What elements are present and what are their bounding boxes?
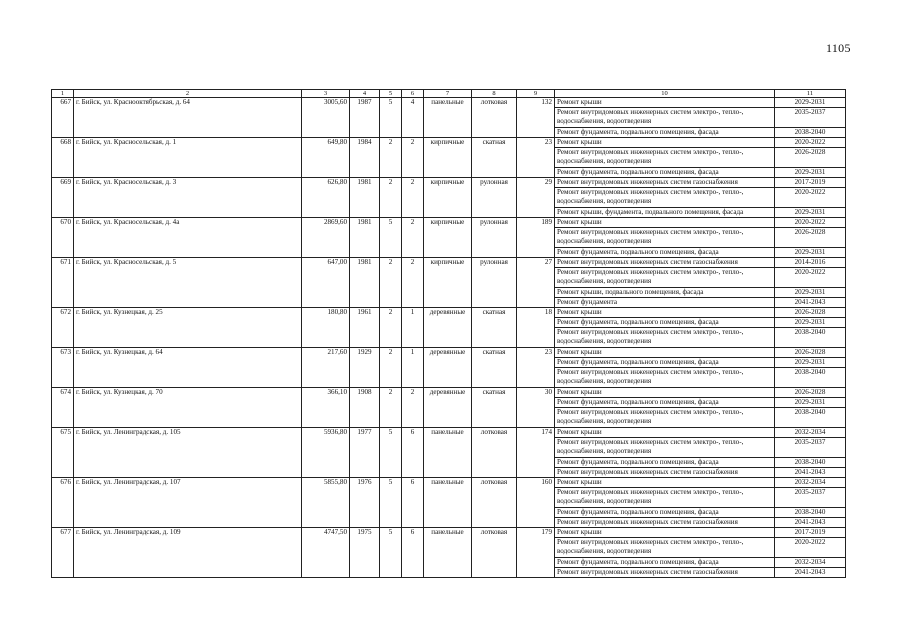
building-residents: 30 [517, 388, 555, 428]
building-entrances: 1 [402, 348, 424, 388]
building-area: 649,80 [302, 138, 350, 178]
building-wall-material: кирпичные [424, 138, 472, 178]
building-roof-type: рулонная [472, 218, 517, 258]
repair-work-name: Ремонт внутридомовых инженерных систем электро-, тепло-, водоснабжения, водоотведения [555, 148, 775, 168]
repair-work-period: 2038-2040 [775, 508, 846, 518]
building-roof-type: лотковая [472, 428, 517, 478]
building-address: г. Бийск, ул. Кузнецкая, д. 70 [74, 388, 302, 428]
building-entrances: 6 [402, 528, 424, 578]
repair-work-period: 2035-2037 [775, 438, 846, 458]
table-row [52, 308, 846, 318]
building-year: 1987 [350, 98, 380, 138]
building-roof-type: скатная [472, 138, 517, 178]
building-entrances: 4 [402, 98, 424, 138]
repair-work-period: 2038-2040 [775, 328, 846, 348]
repair-work-name: Ремонт фундамента, подвального помещения, фасада [555, 358, 775, 368]
repair-work-name: Ремонт внутридомовых инженерных систем газоснабжения [555, 258, 775, 268]
building-entrances: 2 [402, 178, 424, 218]
building-address: г. Бийск, ул. Ленинградская, д. 109 [74, 528, 302, 578]
repair-work-period: 2026-2028 [775, 228, 846, 248]
table-row [52, 478, 846, 488]
repair-work-period: 2038-2040 [775, 368, 846, 388]
building-roof-type: лотковая [472, 528, 517, 578]
building-year: 1976 [350, 478, 380, 528]
building-wall-material: кирпичные [424, 258, 472, 308]
building-floors: 2 [380, 258, 402, 308]
repair-work-name: Ремонт внутридомовых инженерных систем электро-, тепло-, водоснабжения, водоотведения [555, 328, 775, 348]
repair-work-period: 2029-2031 [775, 288, 846, 298]
repair-work-period: 2038-2040 [775, 408, 846, 428]
page-number: 1105 [826, 41, 851, 55]
col-number-4: 4 [350, 90, 380, 98]
building-entrances: 6 [402, 478, 424, 528]
repair-work-name: Ремонт внутридомовых инженерных систем электро-, тепло-, водоснабжения, водоотведения [555, 228, 775, 248]
repair-work-period: 2035-2037 [775, 108, 846, 128]
building-floors: 2 [380, 308, 402, 348]
table-row [52, 428, 846, 438]
building-address: г. Бийск, ул. Краснооктябрьская, д. 64 [74, 98, 302, 138]
repair-work-name: Ремонт крыши [555, 478, 775, 488]
building-wall-material: деревянные [424, 348, 472, 388]
repair-work-period: 2038-2040 [775, 128, 846, 138]
building-floors: 5 [380, 528, 402, 578]
repair-work-period: 2041-2043 [775, 568, 846, 578]
building-wall-material: деревянные [424, 388, 472, 428]
repair-work-name: Ремонт внутридомовых инженерных систем электро-, тепло-, водоснабжения, водоотведения [555, 188, 775, 208]
building-area: 4747,50 [302, 528, 350, 578]
repair-work-name: Ремонт фундамента, подвального помещения, фасада [555, 248, 775, 258]
col-number-8: 8 [472, 90, 517, 98]
building-roof-type: рулонная [472, 258, 517, 308]
building-roof-type: лотковая [472, 478, 517, 528]
building-entrances: 2 [402, 258, 424, 308]
col-number-9: 9 [517, 90, 555, 98]
repair-work-period: 2041-2043 [775, 298, 846, 308]
repair-work-name: Ремонт внутридомовых инженерных систем газоснабжения [555, 518, 775, 528]
building-year: 1929 [350, 348, 380, 388]
building-entrances: 2 [402, 218, 424, 258]
building-area: 626,80 [302, 178, 350, 218]
building-entrances: 2 [402, 138, 424, 178]
repair-work-period: 2032-2034 [775, 558, 846, 568]
repair-work-period: 2020-2022 [775, 268, 846, 288]
column-number-row [52, 90, 846, 98]
repair-work-period: 2017-2019 [775, 528, 846, 538]
building-address: г. Бийск, ул. Красносельская, д. 1 [74, 138, 302, 178]
building-wall-material: панельные [424, 478, 472, 528]
table-row [52, 388, 846, 398]
building-number: 667 [52, 98, 74, 138]
building-address: г. Бийск, ул. Кузнецкая, д. 25 [74, 308, 302, 348]
repair-work-name: Ремонт внутридомовых инженерных систем электро-, тепло-, водоснабжения, водоотведения [555, 108, 775, 128]
building-number: 673 [52, 348, 74, 388]
building-number: 670 [52, 218, 74, 258]
capital-repair-table [51, 89, 846, 578]
building-area: 217,60 [302, 348, 350, 388]
repair-work-name: Ремонт фундамента, подвального помещения, фасада [555, 168, 775, 178]
table-row [52, 178, 846, 188]
repair-work-name: Ремонт крыши [555, 348, 775, 358]
building-year: 1981 [350, 178, 380, 218]
repair-work-period: 2020-2022 [775, 188, 846, 208]
repair-work-name: Ремонт внутридомовых инженерных систем газоснабжения [555, 568, 775, 578]
building-residents: 174 [517, 428, 555, 478]
repair-work-name: Ремонт крыши [555, 98, 775, 108]
building-year: 1961 [350, 308, 380, 348]
building-number: 674 [52, 388, 74, 428]
building-area: 647,00 [302, 258, 350, 308]
repair-work-period: 2026-2028 [775, 148, 846, 168]
building-wall-material: панельные [424, 528, 472, 578]
building-floors: 2 [380, 348, 402, 388]
repair-work-name: Ремонт внутридомовых инженерных систем электро-, тепло-, водоснабжения, водоотведения [555, 438, 775, 458]
repair-work-name: Ремонт крыши [555, 428, 775, 438]
repair-work-name: Ремонт фундамента, подвального помещения, фасада [555, 508, 775, 518]
repair-work-name: Ремонт крыши, подвального помещения, фасада [555, 288, 775, 298]
building-wall-material: кирпичные [424, 218, 472, 258]
repair-work-name: Ремонт крыши [555, 218, 775, 228]
col-number-11: 11 [775, 90, 846, 98]
building-number: 677 [52, 528, 74, 578]
table-row [52, 218, 846, 228]
repair-work-period: 2041-2043 [775, 518, 846, 528]
building-residents: 23 [517, 138, 555, 178]
building-area: 180,80 [302, 308, 350, 348]
col-number-6: 6 [402, 90, 424, 98]
building-residents: 160 [517, 478, 555, 528]
repair-work-period: 2029-2031 [775, 208, 846, 218]
table-row [52, 258, 846, 268]
col-number-7: 7 [424, 90, 472, 98]
building-year: 1981 [350, 218, 380, 258]
table-row [52, 138, 846, 148]
repair-work-period: 2026-2028 [775, 308, 846, 318]
repair-work-period: 2029-2031 [775, 248, 846, 258]
repair-work-name: Ремонт фундамента, подвального помещения, фасада [555, 398, 775, 408]
building-floors: 2 [380, 138, 402, 178]
repair-work-period: 2020-2022 [775, 218, 846, 228]
building-roof-type: скатная [472, 388, 517, 428]
building-roof-type: лотковая [472, 98, 517, 138]
building-floors: 5 [380, 218, 402, 258]
building-roof-type: скатная [472, 348, 517, 388]
building-wall-material: панельные [424, 428, 472, 478]
repair-work-name: Ремонт крыши, фундамента, подвального помещения, фасада [555, 208, 775, 218]
building-address: г. Бийск, ул. Красносельская, д. 3 [74, 178, 302, 218]
building-area: 366,10 [302, 388, 350, 428]
building-entrances: 1 [402, 308, 424, 348]
building-year: 1977 [350, 428, 380, 478]
building-address: г. Бийск, ул. Ленинградская, д. 107 [74, 478, 302, 528]
repair-work-period: 2038-2040 [775, 458, 846, 468]
building-floors: 5 [380, 428, 402, 478]
repair-work-period: 2029-2031 [775, 358, 846, 368]
building-address: г. Бийск, ул. Красносельская, д. 4а [74, 218, 302, 258]
repair-work-period: 2041-2043 [775, 468, 846, 478]
building-address: г. Бийск, ул. Красносельская, д. 5 [74, 258, 302, 308]
repair-work-period: 2026-2028 [775, 348, 846, 358]
building-wall-material: деревянные [424, 308, 472, 348]
building-area: 5936,80 [302, 428, 350, 478]
building-roof-type: рулонная [472, 178, 517, 218]
col-number-2: 2 [74, 90, 302, 98]
building-entrances: 2 [402, 388, 424, 428]
building-floors: 5 [380, 478, 402, 528]
building-wall-material: кирпичные [424, 178, 472, 218]
building-address: г. Бийск, ул. Ленинградская, д. 105 [74, 428, 302, 478]
building-roof-type: скатная [472, 308, 517, 348]
building-year: 1908 [350, 388, 380, 428]
building-residents: 132 [517, 98, 555, 138]
col-number-1: 1 [52, 90, 74, 98]
repair-work-period: 2017-2019 [775, 178, 846, 188]
repair-work-name: Ремонт крыши [555, 528, 775, 538]
building-residents: 179 [517, 528, 555, 578]
repair-work-name: Ремонт внутридомовых инженерных систем газоснабжения [555, 468, 775, 478]
repair-work-period: 2032-2034 [775, 478, 846, 488]
building-year: 1984 [350, 138, 380, 178]
repair-work-period: 2020-2022 [775, 138, 846, 148]
repair-work-period: 2029-2031 [775, 168, 846, 178]
repair-work-name: Ремонт фундамента, подвального помещения, фасада [555, 318, 775, 328]
repair-work-period: 2029-2031 [775, 318, 846, 328]
repair-work-name: Ремонт фундамента, подвального помещения, фасада [555, 458, 775, 468]
building-wall-material: панельные [424, 98, 472, 138]
building-residents: 189 [517, 218, 555, 258]
repair-work-period: 2035-2037 [775, 488, 846, 508]
repair-work-name: Ремонт внутридомовых инженерных систем электро-, тепло-, водоснабжения, водоотведения [555, 268, 775, 288]
repair-work-name: Ремонт внутридомовых инженерных систем электро-, тепло-, водоснабжения, водоотведения [555, 368, 775, 388]
building-number: 672 [52, 308, 74, 348]
building-number: 676 [52, 478, 74, 528]
building-area: 3005,60 [302, 98, 350, 138]
repair-work-name: Ремонт фундамента, подвального помещения, фасада [555, 128, 775, 138]
building-floors: 2 [380, 178, 402, 218]
building-area: 5855,80 [302, 478, 350, 528]
repair-work-name: Ремонт внутридомовых инженерных систем электро-, тепло-, водоснабжения, водоотведения [555, 408, 775, 428]
table-row [52, 98, 846, 108]
col-number-10: 10 [555, 90, 775, 98]
table-row [52, 348, 846, 358]
repair-work-name: Ремонт крыши [555, 138, 775, 148]
building-number: 669 [52, 178, 74, 218]
repair-work-period: 2029-2031 [775, 398, 846, 408]
table-row [52, 528, 846, 538]
col-number-5: 5 [380, 90, 402, 98]
col-number-3: 3 [302, 90, 350, 98]
repair-work-period: 2029-2031 [775, 98, 846, 108]
building-floors: 2 [380, 388, 402, 428]
building-number: 668 [52, 138, 74, 178]
building-residents: 18 [517, 308, 555, 348]
building-floors: 5 [380, 98, 402, 138]
building-year: 1981 [350, 258, 380, 308]
building-year: 1975 [350, 528, 380, 578]
repair-work-period: 2032-2034 [775, 428, 846, 438]
building-area: 2869,60 [302, 218, 350, 258]
repair-work-name: Ремонт внутридомовых инженерных систем газоснабжения [555, 178, 775, 188]
building-residents: 27 [517, 258, 555, 308]
repair-work-period: 2026-2028 [775, 388, 846, 398]
building-address: г. Бийск, ул. Кузнецкая, д. 64 [74, 348, 302, 388]
building-entrances: 6 [402, 428, 424, 478]
repair-work-name: Ремонт фундамента, подвального помещения, фасада [555, 558, 775, 568]
repair-work-name: Ремонт крыши [555, 308, 775, 318]
building-residents: 23 [517, 348, 555, 388]
building-number: 675 [52, 428, 74, 478]
repair-work-name: Ремонт фундамента [555, 298, 775, 308]
repair-work-name: Ремонт внутридомовых инженерных систем электро-, тепло-, водоснабжения, водоотведения [555, 488, 775, 508]
building-number: 671 [52, 258, 74, 308]
repair-work-name: Ремонт внутридомовых инженерных систем электро-, тепло-, водоснабжения, водоотведения [555, 538, 775, 558]
repair-work-period: 2020-2022 [775, 538, 846, 558]
repair-work-period: 2014-2016 [775, 258, 846, 268]
repair-work-name: Ремонт крыши [555, 388, 775, 398]
building-residents: 29 [517, 178, 555, 218]
